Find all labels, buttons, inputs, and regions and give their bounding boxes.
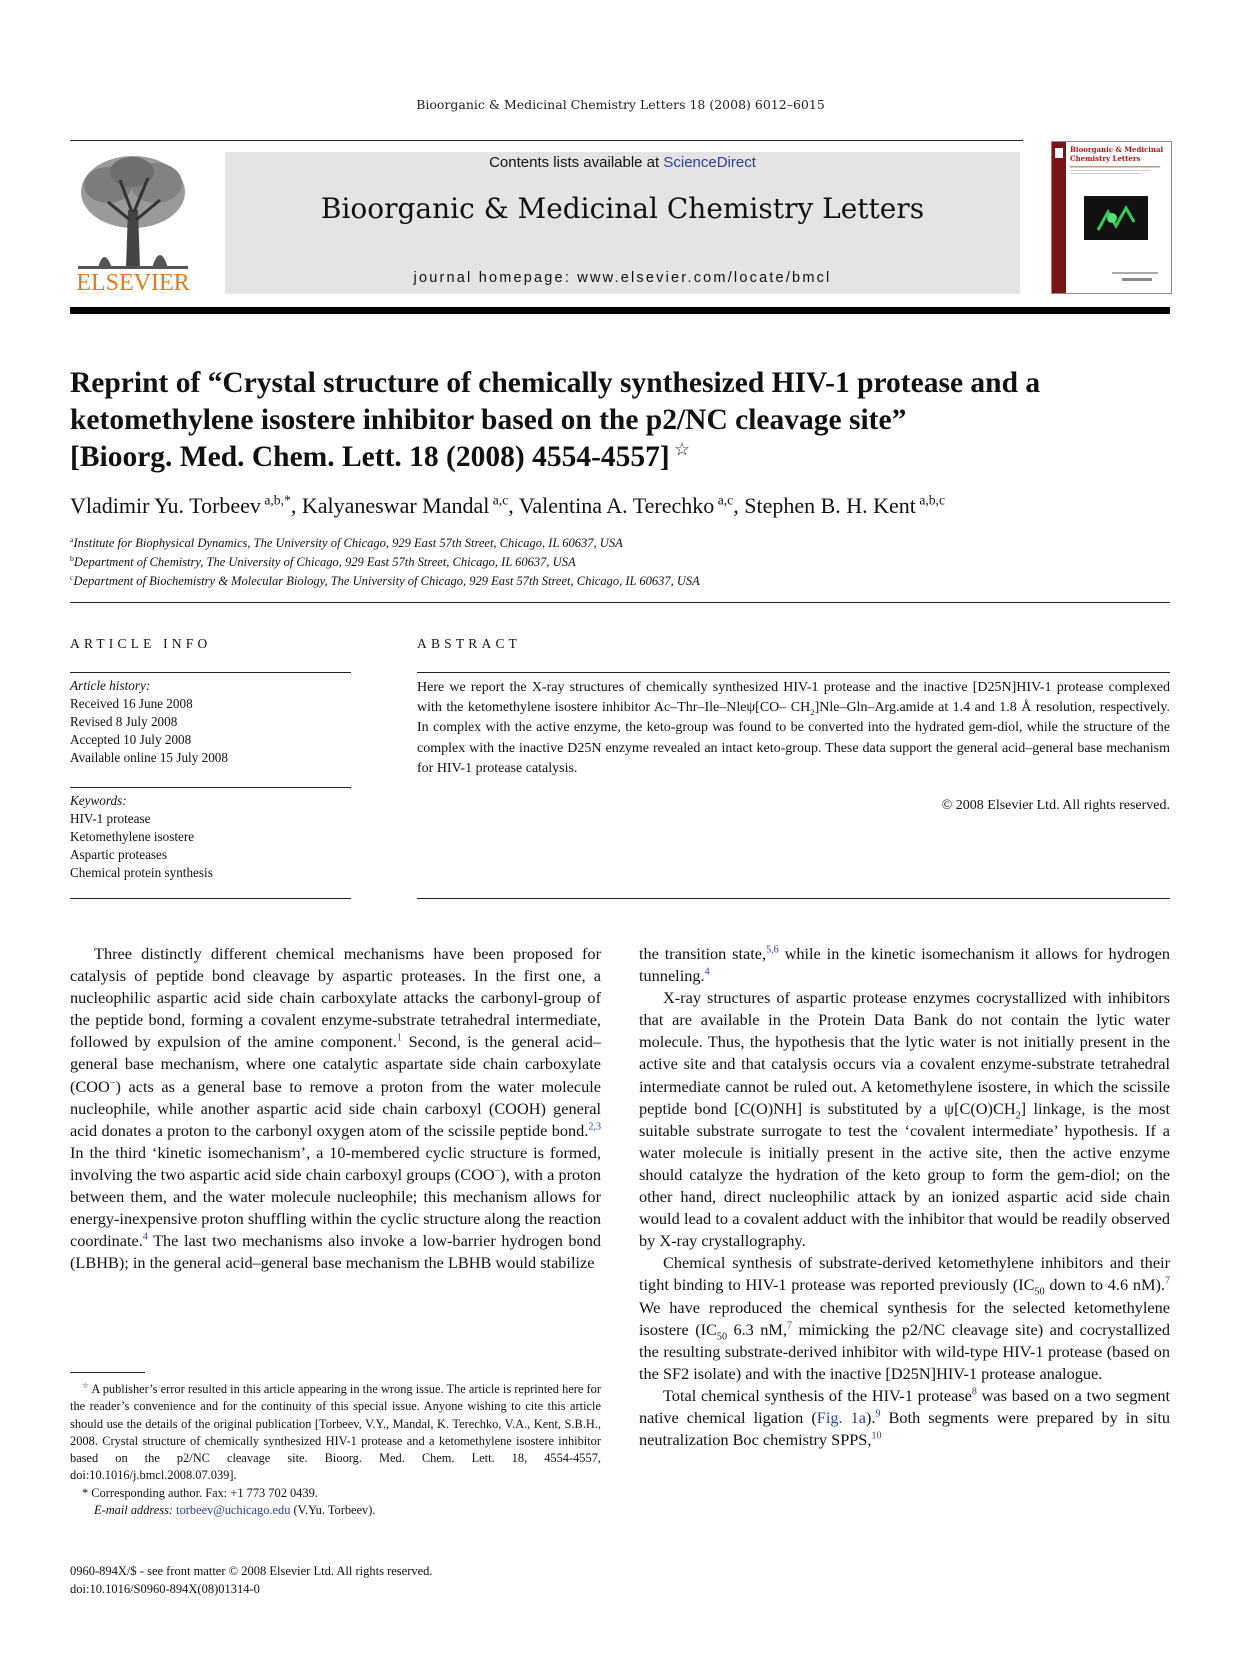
author-list: Vladimir Yu. Torbeev $^{a,b,*}$, Kalyaneswar Mandal $^{a,c}$, Valentina A. Terechko $^{a,c}$, Stephen B. H. Kent $^{a,b,c}$ bbox=[70, 492, 946, 518]
author-affil-marks: a,b,* bbox=[264, 492, 291, 508]
reference-link[interactable]: 9 bbox=[875, 1408, 881, 1420]
affiliation-c: $^c$Department of Biochemistry & Molecular Biology, The University of Chicago, 929 East 57th Street, Chicago, IL 60637, USA bbox=[70, 572, 700, 588]
masthead-thick-rule bbox=[70, 307, 1170, 314]
abstract-copyright: © 2008 Elsevier Ltd. All rights reserved. bbox=[941, 798, 1170, 813]
reference-link[interactable]: 8 bbox=[971, 1386, 977, 1398]
title-line-3: [Bioorg. Med. Chem. Lett. 18 (2008) 4554-4557] ☆ bbox=[70, 439, 691, 473]
running-header: Bioorganic & Medicinal Chemistry Letters 18 (2008) 6012–6015 bbox=[416, 97, 825, 112]
corresponding-footnote: * Corresponding author. Fax: +1 773 702 0439. bbox=[82, 1485, 318, 1500]
keyword-item: HIV-1 protease bbox=[70, 811, 151, 826]
cover-icon bbox=[1052, 142, 1171, 293]
reference-link[interactable]: 2,3 bbox=[588, 1121, 601, 1133]
figure-link[interactable]: Fig. 1a bbox=[816, 1407, 866, 1427]
reference-link[interactable]: 5,6 bbox=[766, 944, 779, 956]
contents-line bbox=[225, 154, 1020, 171]
body-paragraph: Chemical synthesis of substrate-derived ketomethylene inhibitors and their tight binding to HIV-1 protease was reported previously ($IC_{50}$ down to 4.6 nM).$^7$ We have reproduced the chemical synthesis for the selected ketomethylene isostere ($IC_{50}$ 6.3 nM,$^7$ mimicking the p2/NC cleavage site) and cocrystallized the resulting substrate-derived inhibitor with wild-type HIV-1 protease (based on the SF2 isolate) and with the inactive [D25N]HIV-1 protease analogue. bbox=[639, 1253, 1171, 1383]
keyword-item: Ketomethylene isostere bbox=[70, 829, 195, 844]
footnote-star-icon: ☆ bbox=[82, 1380, 89, 1390]
reference-link[interactable]: 10 bbox=[871, 1430, 882, 1442]
email-footnote: E-mail address: torbeev@uchicago.edu (V.Yu. Torbeev). bbox=[94, 1503, 376, 1518]
author-name: Valentina A. Terechko bbox=[518, 493, 715, 518]
history-received: Received 16 June 2008 bbox=[70, 696, 193, 711]
title-line-2: ketomethylene isostere inhibitor based on the p2/NC cleavage site” bbox=[70, 404, 907, 436]
contents-prefix: Contents lists available at bbox=[489, 154, 664, 171]
elsevier-wordmark: ELSEVIER bbox=[76, 270, 190, 296]
elsevier-tree-icon bbox=[68, 150, 198, 296]
journal-cover-thumbnail[interactable] bbox=[1051, 141, 1172, 294]
article-history bbox=[70, 677, 351, 767]
elsevier-logo[interactable] bbox=[68, 150, 198, 296]
issn-line: 0960-894X/$ - see front matter © 2008 Elsevier Ltd. All rights reserved. bbox=[70, 1564, 433, 1578]
svg-text:Chemistry Letters: Chemistry Letters bbox=[1070, 154, 1141, 163]
body-paragraph: the transition state,$^{5,6}$ while in the kinetic isomechanism it allows for hydrogen tunneling.$^4$ bbox=[639, 944, 1171, 986]
journal-banner bbox=[225, 152, 1020, 294]
history-label: Article history: bbox=[70, 678, 151, 693]
author-affil-marks: a,c bbox=[717, 492, 734, 508]
abstract-text: Here we report the X-ray structures of chemically synthesized HIV-1 protease and the inactive [D25N]HIV-1 protease complexed with the ketomethylene isostere inhibitor Ac–Thr–Ile–Nleψ[CO– $CH_2]Nle-Gln-Arg.amide$ at 1.4 and 1.8 Å resolution, respectively. In complex with the active enzyme, the keto-group was found to be converted into the hydrated gem-diol, while the structure of the complex with the inactive D25N enzyme revealed an intact keto-group. These data support the general acid–general base mechanism for HIV-1 protease catalysis. bbox=[417, 680, 1171, 776]
body-paragraph: Three distinctly different chemical mechanisms have been proposed for catalysis of peptide bond cleavage by aspartic proteases. In the first one, a nucleophilic aspartic acid side chain carboxylate attacks the carbonyl-group of the peptide bond, forming a covalent enzyme-substrate tetrahedral intermediate, followed by expulsion of the amine component.$^1$ Second, is the general acid–general base mechanism, where one catalytic aspartate side chain carboxylate (COO−) acts as a general base to remove a proton from the water molecule nucleophile, while another aspartic acid side chain carboxyl (COOH) general acid donates a proton to the carbonyl oxygen atom of the scissile peptide bond.$^{2,3}$ In the third ‘kinetic isomechanism’, a 10-membered cyclic structure is formed, involving the two aspartic acid side chain carboxyl groups (COO−), with a proton between them, and the water molecule nucleophile; this mechanism allows for energy-inexpensive proton shuffling within the cyclic structure along the reaction coordinate.$^4$ The last two mechanisms also invoke a low-barrier hydrogen bond (LBHB); in the general acid–general base mechanism the LBHB would stabilize bbox=[70, 944, 601, 1273]
body-column-right bbox=[639, 943, 1170, 1451]
history-accepted: Accepted 10 July 2008 bbox=[70, 732, 192, 747]
author-name: Vladimir Yu. Torbeev bbox=[70, 493, 261, 518]
keywords bbox=[70, 792, 351, 882]
abstract-rule bbox=[417, 672, 1170, 673]
abstract-bottom-rule bbox=[417, 898, 1170, 899]
keywords-rule bbox=[70, 787, 351, 788]
header-rule bbox=[70, 140, 1023, 141]
keyword-item: Aspartic proteases bbox=[70, 847, 168, 862]
footnote-rule bbox=[70, 1372, 145, 1373]
title-line-1: Reprint of “Crystal structure of chemically synthesized HIV-1 protease and a bbox=[70, 367, 1041, 399]
affiliation-b: $^b$Department of Chemistry, The University of Chicago, 929 East 57th Street, Chicago, IL 60637, USA bbox=[70, 553, 576, 569]
reference-link[interactable]: 4 bbox=[142, 1231, 148, 1243]
doi-line[interactable]: doi:10.1016/S0960-894X(08)01314-0 bbox=[70, 1581, 260, 1596]
keyword-item: Chemical protein synthesis bbox=[70, 865, 213, 880]
history-revised: Revised 8 July 2008 bbox=[70, 714, 178, 729]
author-name: Kalyaneswar Mandal bbox=[301, 493, 490, 518]
article-info-rule bbox=[70, 672, 351, 673]
front-matter bbox=[70, 1563, 630, 1598]
journal-title: Bioorganic & Medicinal Chemistry Letters bbox=[320, 192, 925, 225]
reference-link[interactable]: 7 bbox=[786, 1320, 793, 1332]
author-name: Stephen B. H. Kent bbox=[744, 493, 916, 518]
sciencedirect-link[interactable]: ScienceDirect bbox=[663, 154, 756, 171]
author-email-link[interactable]: torbeev@uchicago.edu bbox=[176, 1503, 291, 1518]
reprint-footnote: ☆ A publisher’s error resulted in this article appearing in the wrong issue. The article is reprinted here for the reader’s convenience and for the continuity of this special issue. Anyone wishing to cite this article should use the details of the original publication [Torbeev, V.Y., Mandal, K. Terechko, V.A., Kent, S.B.H., 2008. Crystal structure of chemically synthesized HIV-1 protease and a ketomethylene isostere inhibitor based on the p2/NC cleavage site. Bioorg. Med. Chem. Lett. 18, 4554-4557, doi:10.1016/j.bmcl.2008.07.039]. bbox=[70, 1380, 601, 1483]
corresponding-star-icon[interactable]: * bbox=[284, 492, 291, 508]
keywords-label: Keywords: bbox=[70, 793, 127, 808]
body-column-left bbox=[70, 943, 601, 1274]
article-info-heading: ARTICLE INFO bbox=[70, 636, 212, 651]
reference-link[interactable]: 7 bbox=[1164, 1275, 1171, 1287]
abstract-heading: ABSTRACT bbox=[417, 636, 522, 651]
article-title bbox=[70, 365, 1170, 476]
affiliation-a: $^a$Institute for Biophysical Dynamics, The University of Chicago, 929 East 57th Street, Chicago, IL 60637, USA bbox=[70, 534, 623, 550]
history-online: Available online 15 July 2008 bbox=[70, 750, 228, 765]
svg-text:Bioorganic & Medicinal: Bioorganic & Medicinal bbox=[1070, 145, 1164, 154]
corresponding-star-icon: * bbox=[82, 1485, 89, 1500]
reference-link[interactable]: 4 bbox=[704, 966, 710, 978]
author-affil-marks: a,b,c bbox=[919, 492, 946, 508]
title-footnote-star-icon[interactable]: ☆ bbox=[674, 439, 691, 460]
affiliation-rule bbox=[70, 602, 1170, 603]
reference-link[interactable]: 1 bbox=[396, 1032, 402, 1044]
author-affil-marks: a,c bbox=[492, 492, 509, 508]
journal-homepage[interactable]: journal homepage: www.elsevier.com/locate/bmcl bbox=[413, 270, 832, 286]
footnotes bbox=[70, 1381, 601, 1519]
article-info-bottom-rule bbox=[70, 898, 351, 899]
body-paragraph: X-ray structures of aspartic protease enzymes cocrystallized with inhibitors that are available in the Protein Data Bank do not contain the lytic water molecule. Thus, the hypothesis that the lytic water is not initially present in the active site and that catalysis occurs via a covalent enzyme-substrate tetrahedral intermediate cannot be ruled out. A ketomethylene isostere, in which the scissile peptide bond [C(O)NH] is substituted by a $\psi[C(O)CH_2]$ linkage, is the most suitable substrate surrogate to test the ‘covalent intermediate’ hypothesis. If a water molecule is initially present in the active site, then the active enzyme should catalyze the hydration of the keto group to form the gem-diol; on the other hand, direct nucleophilic attack by an ionized aspartic acid side chain would lead to a covalent adduct with the inhibitor that would be readily observed by X-ray crystallography. bbox=[639, 988, 1170, 1251]
body-paragraph: Total chemical synthesis of the HIV-1 protease$^8$ was based on a two segment native chemical ligation (Fig. 1a).$^9$ Both segments were prepared by in situ neutralization Boc chemistry SPPS,$^{10}$ bbox=[639, 1385, 1170, 1450]
